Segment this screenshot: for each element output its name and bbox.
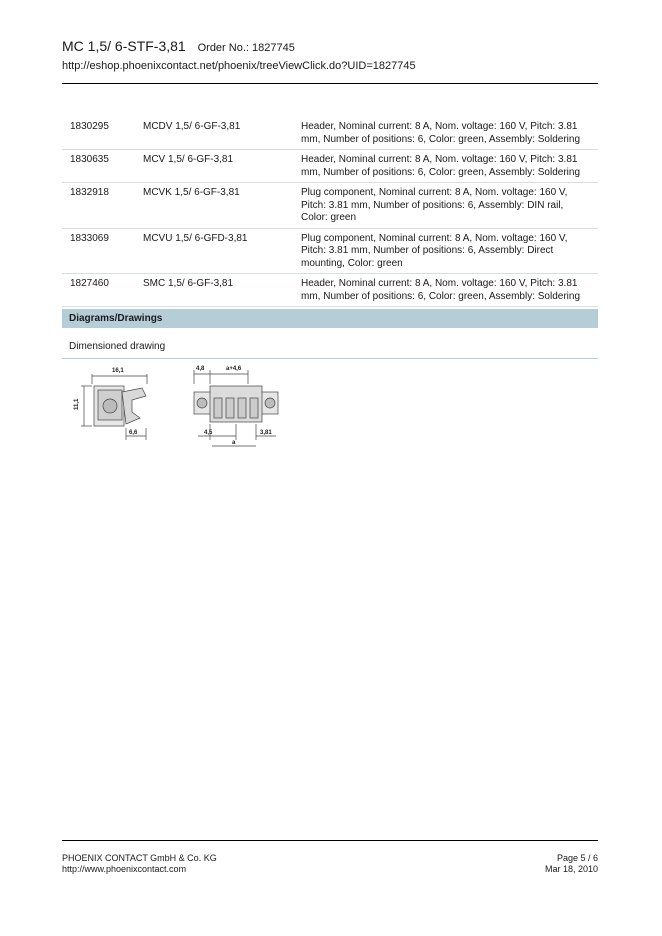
- title-line: [62, 38, 598, 57]
- dim-label: 4,8: [196, 366, 205, 372]
- footer-right: [545, 853, 598, 875]
- table-row: [62, 229, 598, 275]
- page-number: Page 5 / 6: [556, 853, 598, 863]
- dimensioned-drawing: [62, 362, 292, 461]
- item-number: 1830295: [70, 121, 109, 132]
- company-name: PHOENIX CONTACT GmbH & Co. KG: [62, 853, 217, 863]
- item-number: 1830635: [70, 154, 109, 165]
- footer-left: [62, 853, 217, 875]
- accessory-table: [62, 117, 598, 307]
- dim-label: a+4,6: [226, 366, 242, 372]
- item-name: MCVU 1,5/ 6-GFD-3,81: [143, 232, 248, 244]
- footer-rule: [62, 840, 598, 841]
- document-date: Mar 18, 2010: [544, 864, 598, 874]
- item-number: 1827460: [70, 278, 109, 289]
- item-description: Plug component, Nominal current: 8 A, Nom. voltage: 160 V, Pitch: 3.81 mm, Number of positions: 6, Assembly: Direct mounting, Color: green: [301, 232, 568, 269]
- product-title: MC 1,5/ 6-STF-3,81: [62, 38, 186, 54]
- section-heading: Diagrams/Drawings: [62, 309, 598, 328]
- order-number: Order No.: 1827745: [197, 42, 295, 54]
- product-url[interactable]: http://eshop.phoenixcontact.net/phoenix/treeViewClick.do?UID=1827745: [62, 60, 416, 72]
- item-description: Header, Nominal current: 8 A, Nom. voltage: 160 V, Pitch: 3.81 mm, Number of positions: 6, Color: green, Assembly: Soldering: [301, 121, 581, 145]
- dim-label: 3,81: [260, 430, 272, 436]
- dim-label: 16,1: [112, 368, 124, 374]
- dim-label: a: [232, 440, 236, 446]
- item-number: 1833069: [70, 232, 109, 244]
- item-description: Plug component, Nominal current: 8 A, Nom. voltage: 160 V, Pitch: 3.81 mm, Number of positions: 6, Assembly: DIN rail, Color: green: [301, 187, 568, 223]
- table-row: [62, 150, 598, 183]
- company-website[interactable]: http://www.phoenixcontact.com: [62, 864, 187, 874]
- table-row: [62, 274, 598, 307]
- item-name: MCVK 1,5/ 6-GF-3,81: [143, 187, 240, 198]
- drawing-label: Dimensioned drawing: [69, 341, 166, 352]
- item-description: Header, Nominal current: 8 A, Nom. voltage: 160 V, Pitch: 3.81 mm, Number of positions: 6, Color: green, Assembly: Soldering: [301, 278, 581, 302]
- item-name: SMC 1,5/ 6-GF-3,81: [143, 278, 234, 289]
- dim-label: 6,6: [129, 430, 138, 436]
- dim-label: 11,1: [74, 398, 80, 410]
- header-rule: [62, 83, 598, 84]
- table-row: [62, 183, 598, 229]
- dim-label: 4,5: [204, 430, 213, 436]
- item-name: MCV 1,5/ 6-GF-3,81: [143, 154, 234, 165]
- table-row: [62, 117, 598, 150]
- item-number: 1832918: [70, 187, 109, 198]
- item-description: Header, Nominal current: 8 A, Nom. voltage: 160 V, Pitch: 3.81 mm, Number of positions: 6, Color: green, Assembly: Soldering: [301, 154, 581, 178]
- item-name: MCDV 1,5/ 6-GF-3,81: [143, 121, 241, 132]
- document-header: [62, 38, 598, 73]
- section-rule: [62, 358, 598, 359]
